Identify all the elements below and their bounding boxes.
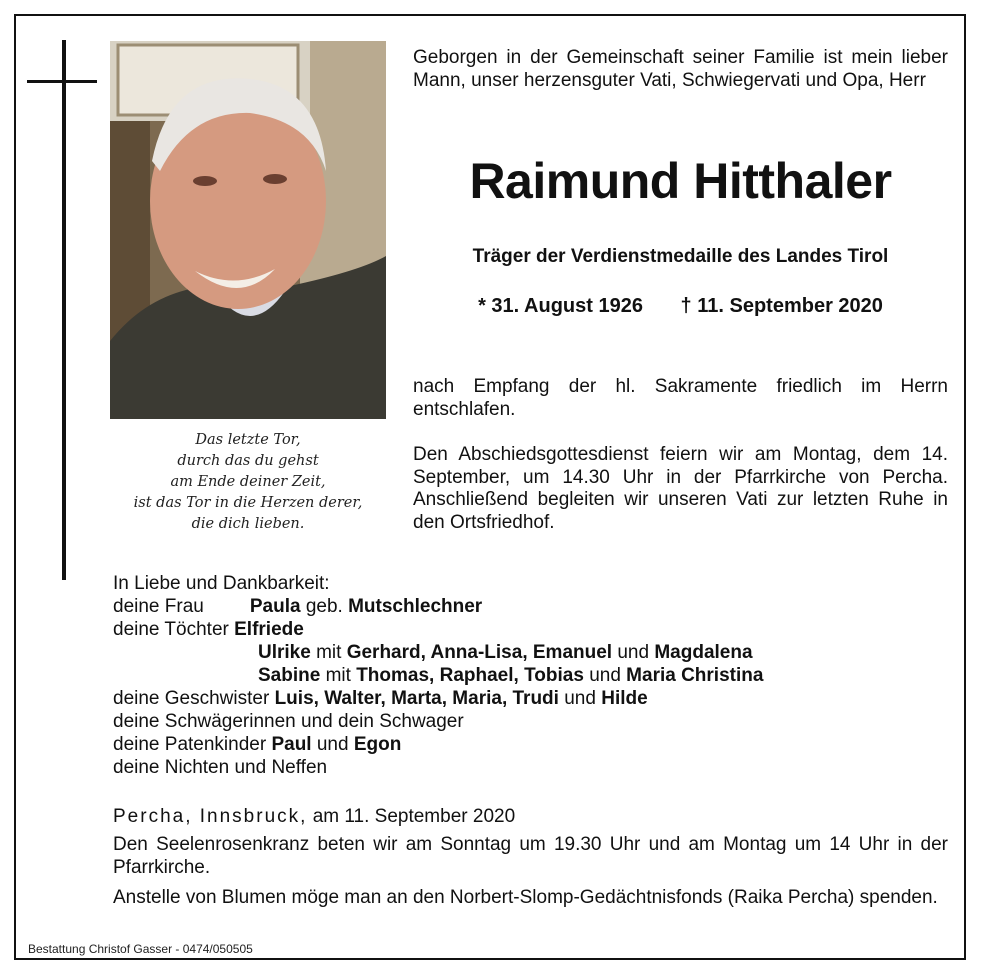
word-und: und	[589, 665, 621, 686]
family-names: Gerhard, Anna-Lisa, Emanuel	[346, 642, 613, 663]
word-und: und	[617, 642, 650, 663]
service-paragraph: Den Abschiedsgottesdienst feiern wir am Montag, dem 14. September, um 14.30 Uhr in der Pfarrkirche von Percha. Anschließend begleiten wir unseren Vati zur letzten Ruhe in den Ortsfriedhof.	[413, 444, 948, 533]
poem-line: Das letzte Tor,	[195, 432, 301, 448]
survivor-row-daughters	[113, 618, 963, 641]
godchild-name: Paul	[271, 734, 312, 755]
place: Percha, Innsbruck,	[113, 806, 308, 827]
notice-date: am 11. September 2020	[312, 806, 516, 827]
birth-date: * 31. August 1926	[478, 295, 643, 317]
daughter-name: Sabine	[258, 665, 321, 686]
deceased-name: Raimund Hitthaler	[469, 153, 892, 209]
wife-geb: geb.	[305, 596, 343, 617]
daughter-name: Elfriede	[234, 619, 304, 640]
survivors-list	[113, 572, 963, 779]
wife-label: deine Frau	[113, 596, 204, 617]
word-und: und	[316, 734, 349, 755]
funeral-home-footer: Bestattung Christof Gasser - 0474/050505	[28, 942, 253, 956]
sibling-names: Luis, Walter, Marta, Maria, Trudi	[274, 688, 559, 709]
cross-icon-bar	[27, 80, 97, 83]
godchildren-label: deine Patenkinder	[113, 734, 267, 755]
daughter-name: Ulrike	[258, 642, 311, 663]
poem-line: durch das du gehst	[177, 453, 319, 469]
daughters-label: deine Töchter	[113, 619, 229, 640]
survivor-row-inlaws: deine Schwägerinnen und dein Schwager	[113, 711, 464, 732]
survivor-row-nieces: deine Nichten und Neffen	[113, 757, 328, 778]
word-mit: mit	[316, 642, 342, 663]
portrait-photo	[110, 41, 386, 419]
donation-paragraph: Anstelle von Blumen möge man an den Norbert-Slomp-Gedächtnisfonds (Raika Percha) spenden.	[113, 887, 938, 908]
wife-name: Paula	[249, 596, 301, 617]
life-dates	[413, 295, 948, 318]
poem-line: ist das Tor in die Herzen derer,	[133, 495, 363, 511]
place-date-line	[113, 806, 515, 828]
family-name-last: Magdalena	[654, 642, 753, 663]
wife-maiden-name: Mutschlechner	[348, 596, 483, 617]
word-mit: mit	[325, 665, 351, 686]
survivors-heading: In Liebe und Dankbarkeit:	[113, 573, 330, 594]
survivor-row-siblings	[113, 687, 963, 710]
death-date: † 11. September 2020	[680, 295, 883, 317]
word-und: und	[564, 688, 596, 709]
sacrament-paragraph: nach Empfang der hl. Sakramente friedlich im Herrn entschlafen.	[413, 376, 948, 420]
intro-paragraph: Geborgen in der Gemeinschaft seiner Familie ist mein lieber Mann, unser herzensguter Vati, Schwiegervati und Opa, Herr	[413, 47, 948, 91]
godchild-name: Egon	[353, 734, 402, 755]
survivor-row-wife	[113, 595, 963, 618]
rosary-paragraph: Den Seelenrosenkranz beten wir am Sonntag um 19.30 Uhr und am Montag um 14 Uhr in der Pfarrkirche.	[113, 834, 948, 878]
poem-line: die dich lieben.	[191, 516, 305, 532]
survivor-row-daughter2	[113, 641, 963, 664]
poem	[110, 430, 386, 535]
survivor-row-daughter3	[113, 664, 963, 687]
survivor-row-godchildren	[113, 733, 963, 756]
poem-line: am Ende deiner Zeit,	[170, 474, 326, 490]
siblings-label: deine Geschwister	[113, 688, 270, 709]
honor-line: Träger der Verdienstmedaille des Landes Tirol	[472, 246, 889, 267]
family-names: Thomas, Raphael, Tobias	[356, 665, 584, 686]
family-name-last: Maria Christina	[626, 665, 764, 686]
sibling-name-last: Hilde	[601, 688, 648, 709]
cross-icon	[62, 40, 66, 580]
